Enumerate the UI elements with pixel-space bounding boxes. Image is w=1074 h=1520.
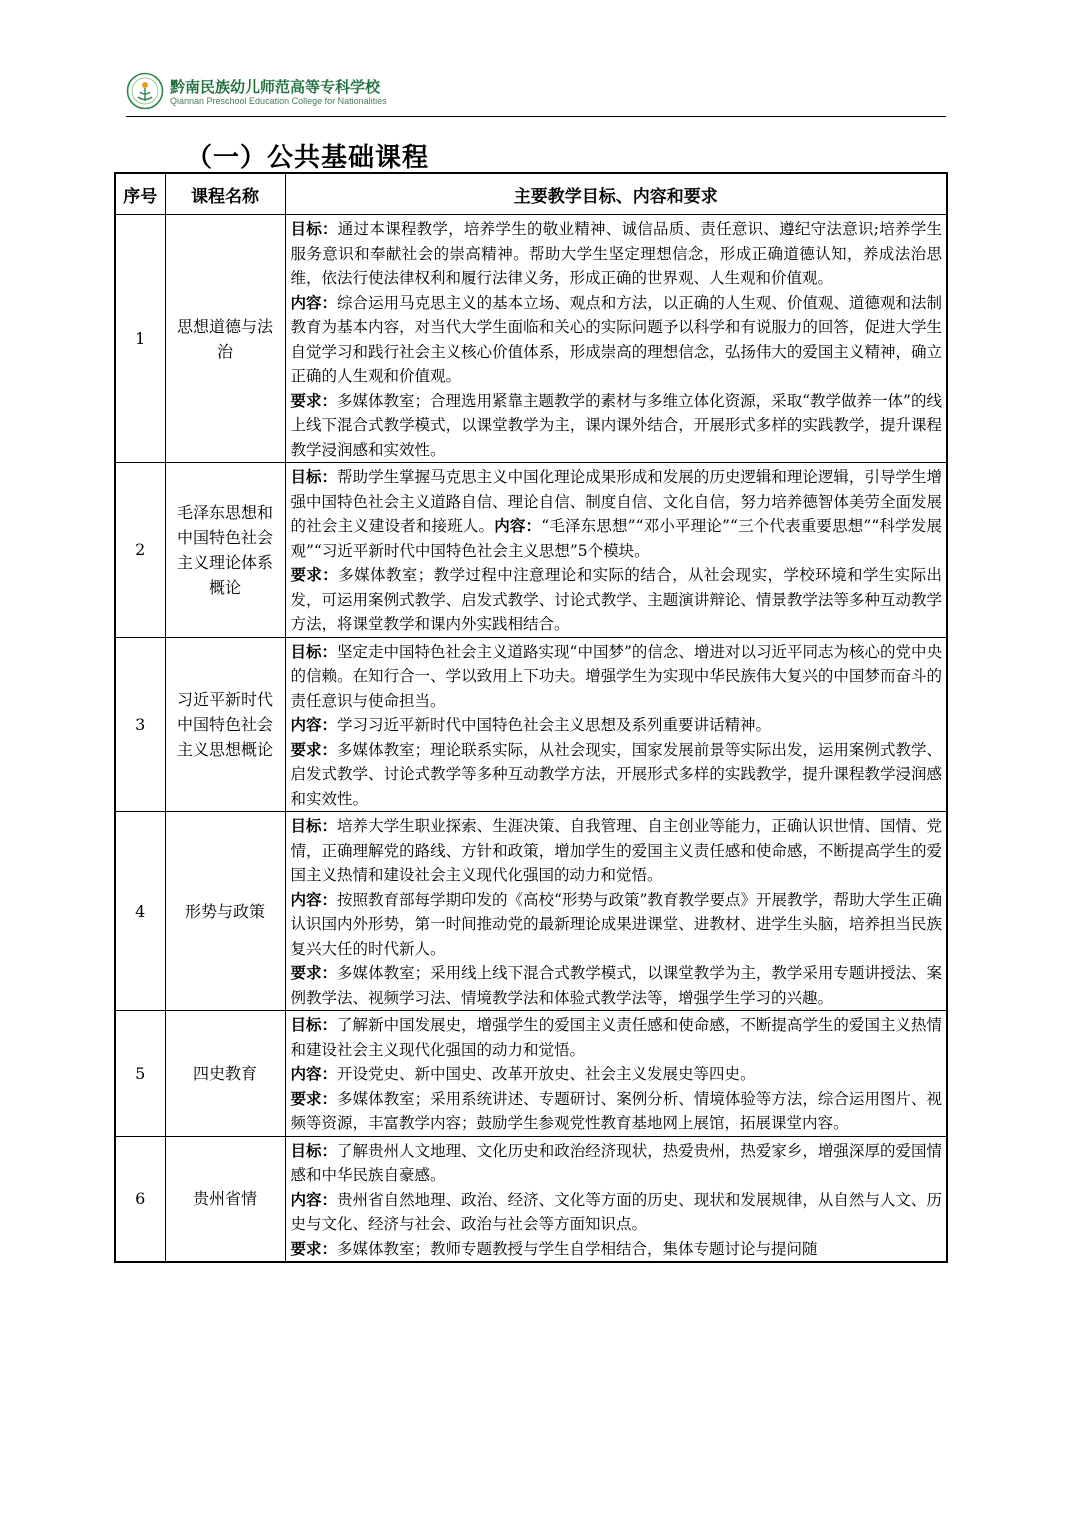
content-label: 内容： <box>290 292 338 312</box>
content-label: 内容： <box>290 1064 338 1083</box>
section-title: （一）公共基础课程 <box>186 143 430 173</box>
course-name: 形势与政策 <box>165 812 285 1011</box>
header-divider <box>126 116 946 117</box>
school-name-en: Qiannan Preschool Education College for Nationalities <box>170 96 387 106</box>
goal-text: 坚定走中国特色社会主义道路实现“中国梦”的信念、增进对以习近平同志为核心的党中央的信赖。在知行合一、学以致用上下功夫。增强学生为实现中华民族伟大复兴的中国梦而奋斗的责任意识与使命担当。 <box>290 642 942 710</box>
table-row <box>115 1136 947 1262</box>
requirement-text: 多媒体教室；教师专题教授与学生自学相结合，集体专题讨论与提问随 <box>337 1239 818 1258</box>
column-header-no: 序号 <box>115 173 165 215</box>
content-text: “毛泽东思想”“邓小平理论”“三个代表重要思想”“科学发展观”“习近平新时代中国特色社会主义思想”5个模块。 <box>290 517 942 560</box>
column-header-description: 主要教学目标、内容和要求 <box>285 173 947 215</box>
requirement-label: 要求： <box>290 739 338 759</box>
content-paragraph <box>291 1062 943 1087</box>
requirement-paragraph <box>291 563 943 637</box>
goal-label: 目标： <box>290 219 338 238</box>
table-row <box>115 215 947 463</box>
requirement-text: 多媒体教室；合理选用紧靠主题教学的素材与多维立体化资源，采取“教学做养一体”的线上线下混合式教学模式，以课堂教学为主，课内课外结合，开展形式多样的实践教学，提升课程教学浸润感和实效性。 <box>290 391 942 459</box>
requirement-paragraph <box>291 738 943 812</box>
course-number: 2 <box>115 463 165 638</box>
content-label: 内容： <box>290 715 338 734</box>
requirement-paragraph <box>291 1087 943 1136</box>
goal-text: 了解贵州人文地理、文化历史和政治经济现状，热爱贵州，热爱家乡，增强深厚的爱国情感和中华民族自豪感。 <box>290 1141 942 1184</box>
course-description <box>285 215 947 463</box>
course-number: 5 <box>115 1011 165 1137</box>
goal-text: 了解新中国发展史，增强学生的爱国主义责任感和使命感，不断提高学生的爱国主义热情和建设社会主义现代化强国的动力和觉悟。 <box>290 1016 942 1059</box>
course-number: 4 <box>115 812 165 1011</box>
goal-text: 通过本课程教学，培养学生的敬业精神、诚信品质、责任意识、遵纪守法意识;培养学生服务意识和奉献社会的崇高精神。帮助大学生坚定理想信念，形成正确道德认知，养成法治思维，依法行使法律权利和履行法律义务，形成正确的世界观、人生观和价值观。 <box>290 220 942 287</box>
course-name: 四史教育 <box>165 1011 285 1137</box>
table-row <box>115 1011 947 1137</box>
course-description <box>285 637 947 812</box>
goal-label: 目标： <box>290 467 338 486</box>
requirement-label: 要求： <box>290 565 339 584</box>
goal-paragraph <box>291 465 943 563</box>
table-row <box>115 637 947 812</box>
content-paragraph <box>291 713 943 738</box>
requirement-label: 要求： <box>290 1088 338 1108</box>
content-text: 学习习近平新时代中国特色社会主义思想及系列重要讲话精神。 <box>337 716 772 734</box>
course-name: 贵州省情 <box>165 1136 285 1262</box>
goal-label: 目标： <box>290 1015 338 1034</box>
content-paragraph <box>291 1188 943 1237</box>
goal-paragraph <box>291 1139 943 1188</box>
table-header-row <box>115 173 947 215</box>
requirement-paragraph <box>291 961 943 1010</box>
goal-paragraph <box>291 814 943 888</box>
goal-label: 目标： <box>290 641 338 661</box>
course-table <box>114 172 948 1263</box>
goal-label: 目标： <box>290 1140 338 1160</box>
content-text: 贵州省自然地理、政治、经济、文化等方面的历史、现状和发展规律，从自然与人文、历史与文化、经济与社会、政治与社会等方面知识点。 <box>290 1190 942 1233</box>
content-text: 按照教育部每学期印发的《高校“形势与政策”教育教学要点》开展教学，帮助大学生正确认识国内外形势，第一时间推动党的最新理论成果进课堂、进教材、进学生头脑，培养担当民族复兴大任的时代新人。 <box>290 890 942 958</box>
goal-paragraph <box>291 640 943 714</box>
course-description <box>285 812 947 1011</box>
course-name: 思想道德与法治 <box>165 215 285 463</box>
requirement-text: 多媒体教室；采用线上线下混合式教学模式，以课堂教学为主，教学采用专题讲授法、案例教学法、视频学习法、情境教学法和体验式教学法等，增强学生学习的兴趣。 <box>290 964 942 1007</box>
course-number: 3 <box>115 637 165 812</box>
requirement-text: 多媒体教室；教学过程中注意理论和实际的结合，从社会现实，学校环境和学生实际出发，可运用案例式教学、启发式教学、讨论式教学、主题演讲辩论、情景教学法等多种互动教学方法，将课堂教学和课内外实践相结合。 <box>290 566 942 633</box>
page-header <box>126 72 946 116</box>
content-text: 综合运用马克思主义的基本立场、观点和方法，以正确的人生观、价值观、道德观和法制教育为基本内容，对当代大学生面临和关心的实际问题予以科学和有说服力的回答，促进大学生自觉学习和践行社会主义核心价值体系，形成崇高的理想信念，弘扬伟大的爱国主义精神，确立正确的人生观和价值观。 <box>290 293 942 385</box>
course-description <box>285 1136 947 1262</box>
requirement-label: 要求： <box>290 390 338 410</box>
column-header-name: 课程名称 <box>165 173 285 215</box>
goal-text: 培养大学生职业探索、生涯决策、自我管理、自主创业等能力，正确认识世情、国情、党情，正确理解党的路线、方针和政策，增加学生的爱国主义责任感和使命感，不断提高学生的爱国主义热情和建设社会主义现代化强国的动力和觉悟。 <box>290 817 942 884</box>
content-label: 内容： <box>494 516 542 535</box>
course-description <box>285 1011 947 1137</box>
goal-label: 目标： <box>290 816 338 835</box>
course-number: 6 <box>115 1136 165 1262</box>
content-paragraph <box>291 888 943 962</box>
requirement-paragraph <box>291 389 943 463</box>
table-row <box>115 463 947 638</box>
course-description <box>285 463 947 638</box>
goal-paragraph <box>291 1013 943 1062</box>
school-name-cn: 黔南民族幼儿师范高等专科学校 <box>170 78 381 96</box>
content-label: 内容： <box>290 889 338 909</box>
course-number: 1 <box>115 215 165 463</box>
content-text: 开设党史、新中国史、改革开放史、社会主义发展史等四史。 <box>337 1065 756 1083</box>
content-paragraph <box>291 291 943 389</box>
requirement-text: 多媒体教室；理论联系实际，从社会现实，国家发展前景等实际出发，运用案例式教学、启发式教学、讨论式教学等多种互动教学方法，开展形式多样的实践教学，提升课程教学浸润感和实效性。 <box>290 740 942 808</box>
goal-paragraph <box>291 217 943 291</box>
goal-text: 帮助学生掌握马克思主义中国化理论成果形成和发展的历史逻辑和理论逻辑，引导学生增强中国特色社会主义道路自信、理论自信、制度自信、文化自信，努力培养德智体美劳全面发展的社会主义建设者和接班人。 <box>290 468 942 535</box>
requirement-text: 多媒体教室；采用系统讲述、专题研讨、案例分析、情境体验等方法，综合运用图片、视频等资源，丰富教学内容；鼓励学生参观党性教育基地网上展馆，拓展课堂内容。 <box>290 1089 942 1132</box>
requirement-paragraph <box>291 1237 943 1262</box>
requirement-label: 要求： <box>290 1238 338 1258</box>
content-label: 内容： <box>290 1189 338 1209</box>
course-name: 习近平新时代中国特色社会主义思想概论 <box>165 637 285 812</box>
course-name: 毛泽东思想和中国特色社会主义理论体系概论 <box>165 463 285 638</box>
school-logo-icon <box>126 72 164 110</box>
table-row <box>115 812 947 1011</box>
requirement-label: 要求： <box>290 963 338 982</box>
